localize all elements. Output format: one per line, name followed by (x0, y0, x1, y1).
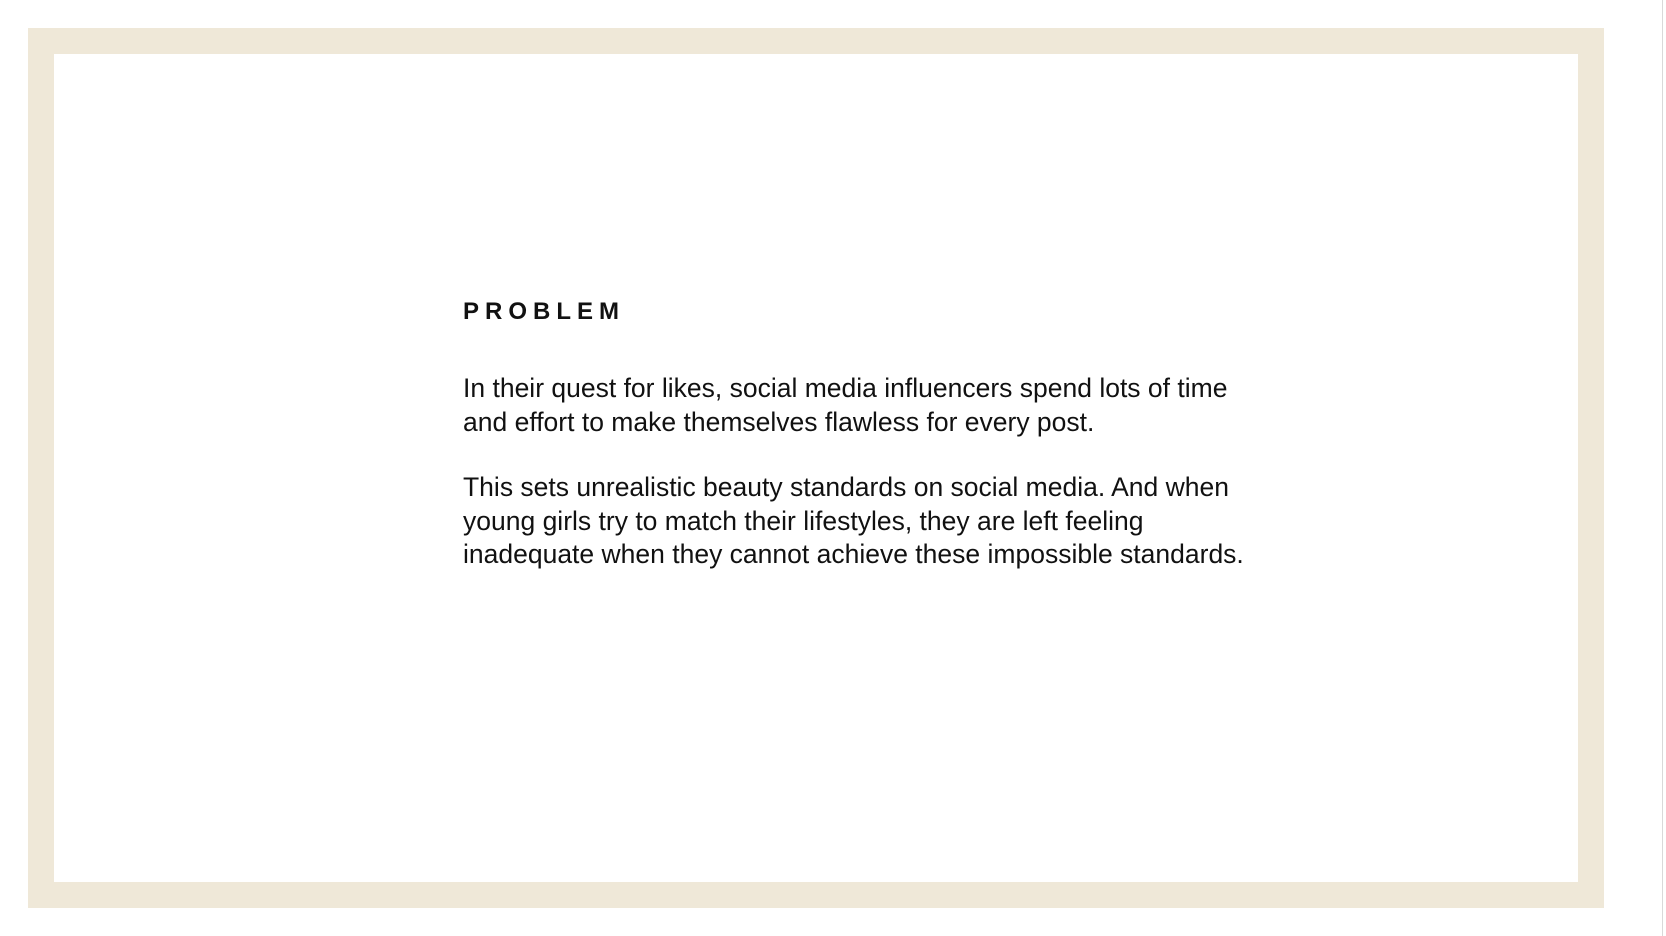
problem-paragraph-1: In their quest for likes, social media influencers spend lots of time and effort to make themselves flawless for every post. (463, 373, 1228, 437)
slide-content (463, 296, 1263, 572)
window-edge-divider (1662, 0, 1663, 936)
slide-heading: PROBLEM (463, 298, 625, 325)
problem-paragraph-2: This sets unrealistic beauty standards on social media. And when young girls try to match their lifestyles, they are left feeling inadequate when they cannot achieve these impossible standards. (463, 472, 1244, 569)
